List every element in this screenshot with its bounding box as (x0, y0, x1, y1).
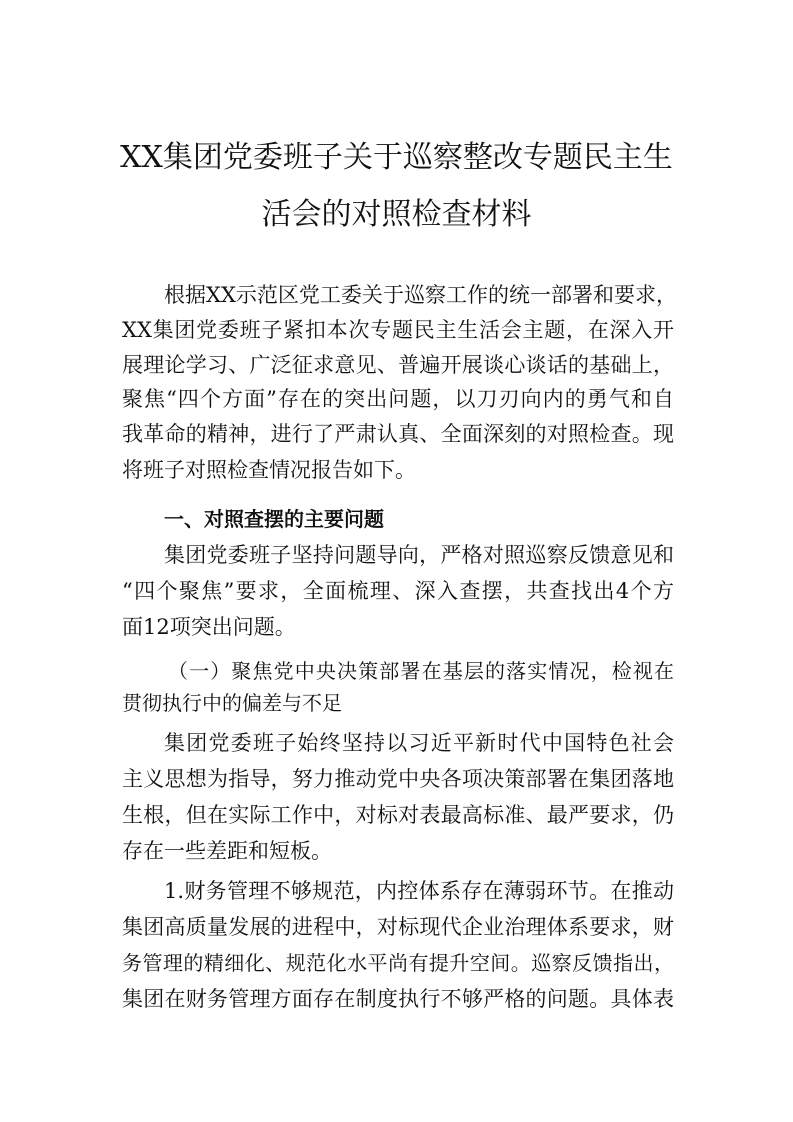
subsection-heading-line: 贯彻执行中的偏差与不足 (122, 691, 342, 715)
body-line: XX集团党委班子紧扣本次专题民主生活会主题，在深入开 (122, 318, 674, 342)
body-line: 我革命的精神，进行了严肃认真、全面深刻的对照检查。现 (122, 422, 674, 446)
body-line: 根据XX示范区党工委关于巡察工作的统一部署和要求， (164, 283, 677, 307)
body-line: 集团党委班子坚持问题导向，严格对照巡察反馈意见和 (164, 543, 674, 567)
document-title-line-2: 活会的对照检查材料 (261, 197, 532, 232)
body-line: 存在一些差距和短板。 (122, 839, 332, 863)
body-line: 主义思想为指导，努力推动党中央各项决策部署在集团落地 (122, 767, 674, 791)
body-line: 聚焦“四个方面”存在的突出问题，以刀刃向内的勇气和自 (122, 387, 674, 411)
body-line: 务管理的精细化、规范化水平尚有提升空间。巡察反馈指出， (122, 951, 674, 975)
subsection-heading-line: （一）聚焦党中央决策部署在基层的落实情况，检视在 (168, 659, 674, 683)
body-line: 集团在财务管理方面存在制度执行不够严格的问题。具体表 (122, 987, 674, 1011)
body-line: 1.财务管理不够规范，内控体系存在薄弱环节。在推动 (164, 879, 674, 903)
body-line: 生根，但在实际工作中，对标对表最高标准、最严要求，仍 (122, 803, 674, 827)
body-line: 展理论学习、广泛征求意见、普遍开展谈心谈话的基础上， (122, 353, 674, 377)
section-heading: 一、对照查摆的主要问题 (164, 507, 384, 531)
body-line: 集团党委班子始终坚持以习近平新时代中国特色社会 (164, 731, 674, 755)
body-line: 将班子对照检查情况报告如下。 (122, 458, 416, 482)
document-title-line-1: XX集团党委班子关于巡察整改专题民主生 (120, 140, 673, 175)
body-line: 面12项突出问题。 (122, 615, 296, 639)
body-line: “四个聚焦”要求，全面梳理、深入查摆，共查找出4个方 (122, 579, 674, 603)
body-line: 集团高质量发展的进程中，对标现代企业治理体系要求，财 (122, 915, 674, 939)
